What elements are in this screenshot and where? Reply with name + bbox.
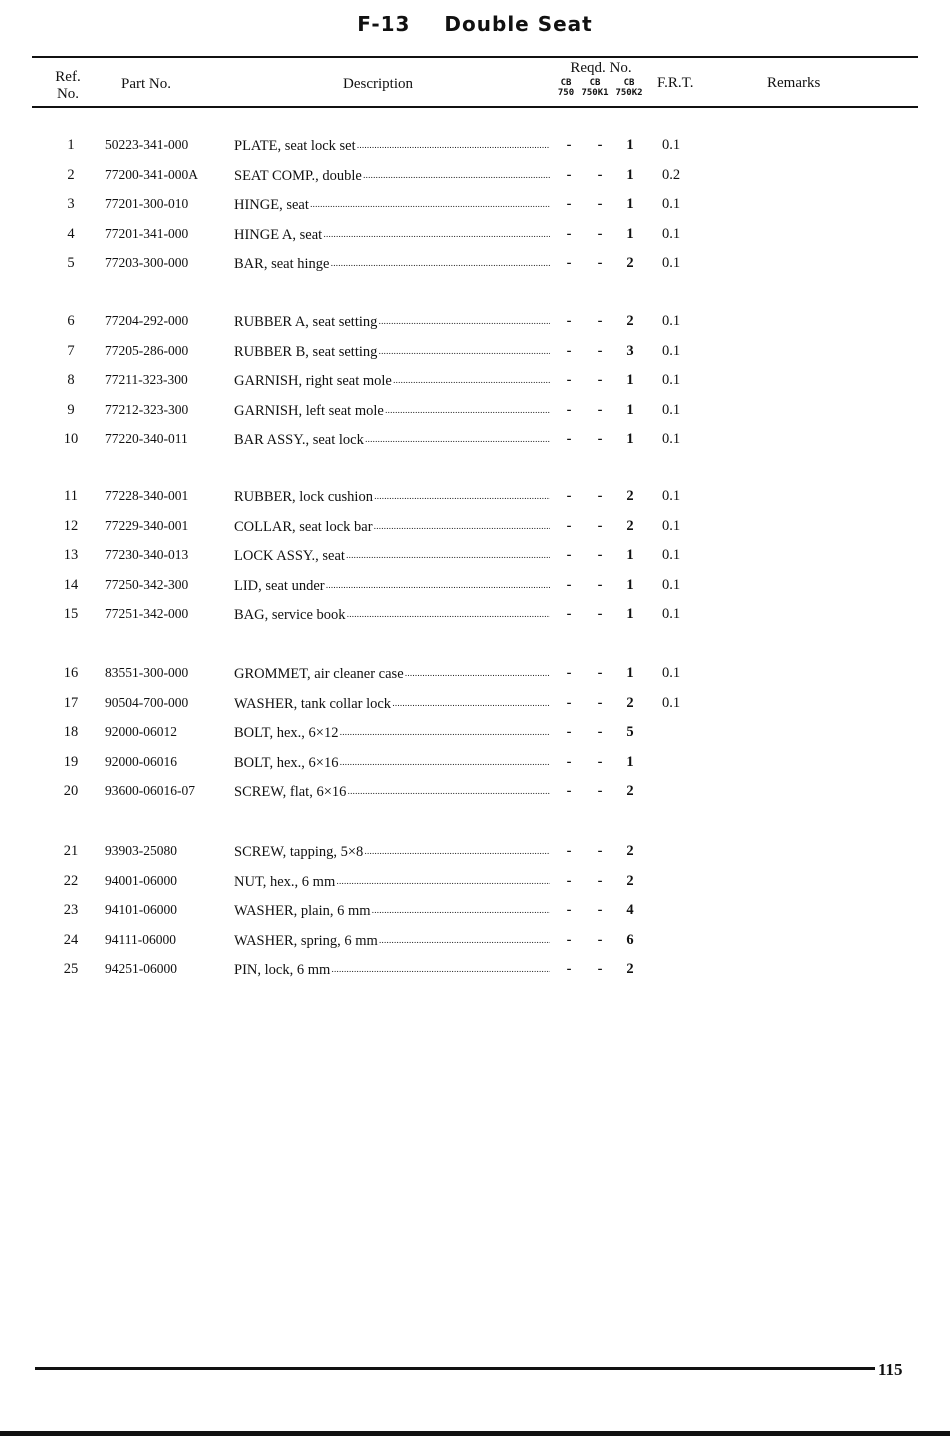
header-ref: [48, 69, 88, 103]
table-row: [0, 871, 950, 891]
ref-cell: 5: [67, 255, 75, 271]
frt-cell: 0.1: [662, 518, 681, 534]
ref-cell: 16: [63, 665, 79, 681]
description-cell: RUBBER B, seat setting . . .: [234, 341, 550, 362]
qty-cb750k1-cell: -: [597, 961, 603, 977]
part-number-cell: 77228-340-001: [105, 488, 189, 503]
qty-cb750-cell: -: [566, 402, 572, 418]
qty-cb750k2-cell: 1: [626, 402, 634, 418]
model-3-line2: 750K2: [615, 88, 643, 98]
ref-cell: 7: [67, 343, 75, 359]
description-cell: SCREW, flat, 6×16 . . .: [234, 781, 550, 802]
description-cell: WASHER, plain, 6 mm . . .: [234, 900, 550, 921]
description-cell: HINGE A, seat . . .: [234, 224, 550, 245]
ref-cell: 3: [67, 196, 75, 212]
ref-cell: 17: [63, 695, 79, 711]
ref-cell: 14: [63, 577, 79, 593]
ref-cell: 10: [63, 431, 79, 447]
qty-cb750-cell: -: [566, 137, 572, 153]
header-bottom-rule: [32, 106, 918, 108]
header-model-1: [554, 78, 578, 98]
qty-cb750k2-cell: 1: [626, 167, 634, 183]
ref-cell: 20: [63, 783, 79, 799]
qty-cb750k1-cell: -: [597, 313, 603, 329]
table-row: [0, 545, 950, 565]
qty-cb750k1-cell: -: [597, 255, 603, 271]
description-cell: LOCK ASSY., seat . . .: [234, 545, 550, 566]
description-cell: GROMMET, air cleaner case . . .: [234, 663, 550, 684]
ref-cell: 11: [64, 488, 78, 504]
frt-cell: 0.1: [662, 196, 681, 212]
qty-cb750k2-cell: 2: [626, 961, 634, 977]
qty-cb750k2-cell: 1: [626, 226, 634, 242]
frt-cell: 0.1: [662, 431, 681, 447]
qty-cb750k2-cell: 1: [626, 431, 634, 447]
qty-cb750-cell: -: [566, 226, 572, 242]
qty-cb750-cell: -: [566, 255, 572, 271]
ref-cell: 21: [63, 843, 79, 859]
qty-cb750k2-cell: 3: [626, 343, 634, 359]
qty-cb750k1-cell: -: [597, 695, 603, 711]
qty-cb750-cell: -: [566, 873, 572, 889]
qty-cb750-cell: -: [566, 547, 572, 563]
ref-cell: 4: [67, 226, 75, 242]
part-number-cell: 77220-340-011: [105, 431, 188, 446]
description-cell: PIN, lock, 6 mm . . .: [234, 959, 550, 980]
ref-cell: 25: [63, 961, 79, 977]
qty-cb750k1-cell: -: [597, 932, 603, 948]
qty-cb750-cell: -: [566, 343, 572, 359]
ref-cell: 18: [63, 724, 79, 740]
qty-cb750-cell: -: [566, 577, 572, 593]
qty-cb750-cell: -: [566, 606, 572, 622]
frt-cell: 0.1: [662, 665, 681, 681]
header-frt: F.R.T.: [657, 75, 694, 91]
qty-cb750-cell: -: [566, 843, 572, 859]
qty-cb750-cell: -: [566, 932, 572, 948]
part-number-cell: 77229-340-001: [105, 518, 189, 533]
frt-cell: 0.1: [662, 488, 681, 504]
table-row: [0, 722, 950, 742]
qty-cb750-cell: -: [566, 961, 572, 977]
qty-cb750k2-cell: 2: [626, 255, 634, 271]
table-row: [0, 841, 950, 861]
ref-cell: 9: [67, 402, 75, 418]
qty-cb750k2-cell: 1: [626, 372, 634, 388]
header-description: Description: [343, 76, 413, 92]
header-model-2: [578, 78, 612, 98]
qty-cb750k2-cell: 1: [626, 754, 634, 770]
table-row: [0, 604, 950, 624]
qty-cb750k1-cell: -: [597, 167, 603, 183]
table-row: [0, 959, 950, 979]
ref-cell: 24: [63, 932, 79, 948]
description-cell: LID, seat under . . .: [234, 575, 550, 596]
ref-cell: 22: [63, 873, 79, 889]
ref-cell: 8: [67, 372, 75, 388]
qty-cb750-cell: -: [566, 196, 572, 212]
qty-cb750k1-cell: -: [597, 137, 603, 153]
frt-cell: 0.1: [662, 137, 681, 153]
page-number: 115: [878, 1360, 903, 1379]
header-model-3: [612, 78, 646, 98]
qty-cb750k1-cell: -: [597, 488, 603, 504]
part-number-cell: 77212-323-300: [105, 402, 189, 417]
page-bottom-edge: [0, 1431, 950, 1436]
qty-cb750k1-cell: -: [597, 783, 603, 799]
header-remarks: Remarks: [767, 75, 821, 91]
ref-cell: 2: [67, 167, 75, 183]
ref-cell: 19: [63, 754, 79, 770]
qty-cb750-cell: -: [566, 724, 572, 740]
qty-cb750k2-cell: 2: [626, 873, 634, 889]
table-row: [0, 341, 950, 361]
part-number-cell: 77203-300-000: [105, 255, 189, 270]
description-cell: WASHER, tank collar lock . . .: [234, 693, 550, 714]
qty-cb750k1-cell: -: [597, 843, 603, 859]
ref-cell: 1: [67, 137, 75, 153]
description-cell: RUBBER, lock cushion . . .: [234, 486, 550, 507]
qty-cb750k1-cell: -: [597, 902, 603, 918]
table-row: [0, 575, 950, 595]
ref-cell: 23: [63, 902, 79, 918]
part-number-cell: 94001-06000: [105, 873, 177, 888]
qty-cb750-cell: -: [566, 754, 572, 770]
ref-cell: 12: [63, 518, 79, 534]
description-cell: BAR, seat hinge . . .: [234, 253, 550, 274]
frt-cell: 0.1: [662, 255, 681, 271]
part-number-cell: 90504-700-000: [105, 695, 189, 710]
frt-cell: 0.1: [662, 226, 681, 242]
description-cell: PLATE, seat lock set . . .: [234, 135, 550, 156]
description-cell: GARNISH, right seat mole . . .: [234, 370, 550, 391]
frt-cell: 0.1: [662, 606, 681, 622]
description-cell: RUBBER A, seat setting . . .: [234, 311, 550, 332]
ref-cell: 6: [67, 313, 75, 329]
description-cell: HINGE, seat . . .: [234, 194, 550, 215]
qty-cb750k1-cell: -: [597, 196, 603, 212]
qty-cb750-cell: -: [566, 313, 572, 329]
description-cell: BAR ASSY., seat lock . . .: [234, 429, 550, 450]
part-number-cell: 94101-06000: [105, 902, 177, 917]
table-row: [0, 663, 950, 683]
part-number-cell: 77200-341-000A: [105, 167, 198, 182]
description-cell: COLLAR, seat lock bar . . .: [234, 516, 550, 537]
qty-cb750k1-cell: -: [597, 665, 603, 681]
table-row: [0, 400, 950, 420]
qty-cb750-cell: -: [566, 488, 572, 504]
qty-cb750k2-cell: 1: [626, 547, 634, 563]
qty-cb750-cell: -: [566, 431, 572, 447]
qty-cb750-cell: -: [566, 783, 572, 799]
qty-cb750k2-cell: 6: [626, 932, 634, 948]
table-row: [0, 311, 950, 331]
model-2-line2: 750K1: [581, 88, 609, 98]
qty-cb750k2-cell: 2: [626, 695, 634, 711]
qty-cb750k1-cell: -: [597, 873, 603, 889]
part-number-cell: 77230-340-013: [105, 547, 189, 562]
part-number-cell: 83551-300-000: [105, 665, 189, 680]
qty-cb750k2-cell: 1: [626, 137, 634, 153]
qty-cb750k2-cell: 2: [626, 783, 634, 799]
part-number-cell: 93600-06016-07: [105, 783, 195, 798]
description-cell: GARNISH, left seat mole . . .: [234, 400, 550, 421]
model-1-line2: 750: [557, 88, 575, 98]
qty-cb750k1-cell: -: [597, 431, 603, 447]
qty-cb750k2-cell: 5: [626, 724, 634, 740]
frt-cell: 0.1: [662, 343, 681, 359]
frt-cell: 0.1: [662, 313, 681, 329]
frt-cell: 0.1: [662, 547, 681, 563]
frt-cell: 0.2: [662, 167, 681, 183]
qty-cb750k2-cell: 1: [626, 606, 634, 622]
table-row: [0, 135, 950, 155]
table-row: [0, 165, 950, 185]
table-row: [0, 900, 950, 920]
description-cell: WASHER, spring, 6 mm . . .: [234, 930, 550, 951]
description-cell: BOLT, hex., 6×16 . . .: [234, 752, 550, 773]
part-number-cell: 77250-342-300: [105, 577, 189, 592]
table-row: [0, 429, 950, 449]
frt-cell: 0.1: [662, 402, 681, 418]
part-number-cell: 92000-06016: [105, 754, 177, 769]
section-name: Double Seat: [444, 12, 593, 36]
qty-cb750k2-cell: 1: [626, 577, 634, 593]
frt-cell: 0.1: [662, 695, 681, 711]
qty-cb750k1-cell: -: [597, 606, 603, 622]
model-1-line1: CB: [560, 78, 572, 88]
qty-cb750k2-cell: 2: [626, 518, 634, 534]
qty-cb750-cell: -: [566, 665, 572, 681]
qty-cb750k2-cell: 2: [626, 843, 634, 859]
table-row: [0, 224, 950, 244]
part-number-cell: 50223-341-000: [105, 137, 189, 152]
description-cell: NUT, hex., 6 mm . . .: [234, 871, 550, 892]
footer-rule: [35, 1367, 875, 1370]
qty-cb750k1-cell: -: [597, 402, 603, 418]
frt-cell: 0.1: [662, 577, 681, 593]
part-number-cell: 77251-342-000: [105, 606, 189, 621]
ref-cell: 15: [63, 606, 79, 622]
description-cell: SEAT COMP., double . . .: [234, 165, 550, 186]
part-number-cell: 77211-323-300: [105, 372, 188, 387]
table-row: [0, 516, 950, 536]
description-cell: BOLT, hex., 6×12 . . .: [234, 722, 550, 743]
header-part-no: Part No.: [121, 76, 171, 92]
table-row: [0, 693, 950, 713]
part-number-cell: 94251-06000: [105, 961, 177, 976]
section-code: F-13: [357, 12, 411, 36]
qty-cb750-cell: -: [566, 372, 572, 388]
header-ref-line2: No.: [56, 86, 80, 102]
description-cell: BAG, service book . . .: [234, 604, 550, 625]
table-row: [0, 370, 950, 390]
model-3-line1: CB: [623, 78, 635, 88]
part-number-cell: 77201-341-000: [105, 226, 189, 241]
table-row: [0, 930, 950, 950]
model-2-line1: CB: [589, 78, 601, 88]
description-cell: SCREW, tapping, 5×8 . . .: [234, 841, 550, 862]
qty-cb750-cell: -: [566, 695, 572, 711]
qty-cb750k1-cell: -: [597, 518, 603, 534]
part-number-cell: 77204-292-000: [105, 313, 189, 328]
qty-cb750k2-cell: 2: [626, 488, 634, 504]
part-number-cell: 94111-06000: [105, 932, 176, 947]
page-title: [0, 12, 950, 36]
qty-cb750k2-cell: 1: [626, 665, 634, 681]
table-row: [0, 194, 950, 214]
part-number-cell: 77201-300-010: [105, 196, 189, 211]
qty-cb750k2-cell: 2: [626, 313, 634, 329]
qty-cb750k1-cell: -: [597, 577, 603, 593]
qty-cb750-cell: -: [566, 518, 572, 534]
qty-cb750k2-cell: 1: [626, 196, 634, 212]
table-row: [0, 752, 950, 772]
qty-cb750k2-cell: 4: [626, 902, 634, 918]
qty-cb750k1-cell: -: [597, 226, 603, 242]
qty-cb750-cell: -: [566, 902, 572, 918]
table-row: [0, 781, 950, 801]
table-row: [0, 486, 950, 506]
qty-cb750k1-cell: -: [597, 372, 603, 388]
qty-cb750k1-cell: -: [597, 754, 603, 770]
part-number-cell: 92000-06012: [105, 724, 177, 739]
table-row: [0, 253, 950, 273]
ref-cell: 13: [63, 547, 79, 563]
qty-cb750-cell: -: [566, 167, 572, 183]
qty-cb750k1-cell: -: [597, 343, 603, 359]
frt-cell: 0.1: [662, 372, 681, 388]
part-number-cell: 93903-25080: [105, 843, 177, 858]
header-top-rule: [32, 56, 918, 58]
qty-cb750k1-cell: -: [597, 547, 603, 563]
part-number-cell: 77205-286-000: [105, 343, 189, 358]
qty-cb750k1-cell: -: [597, 724, 603, 740]
header-reqd-no: Reqd. No.: [570, 60, 632, 76]
header-ref-line1: Ref.: [55, 69, 81, 85]
